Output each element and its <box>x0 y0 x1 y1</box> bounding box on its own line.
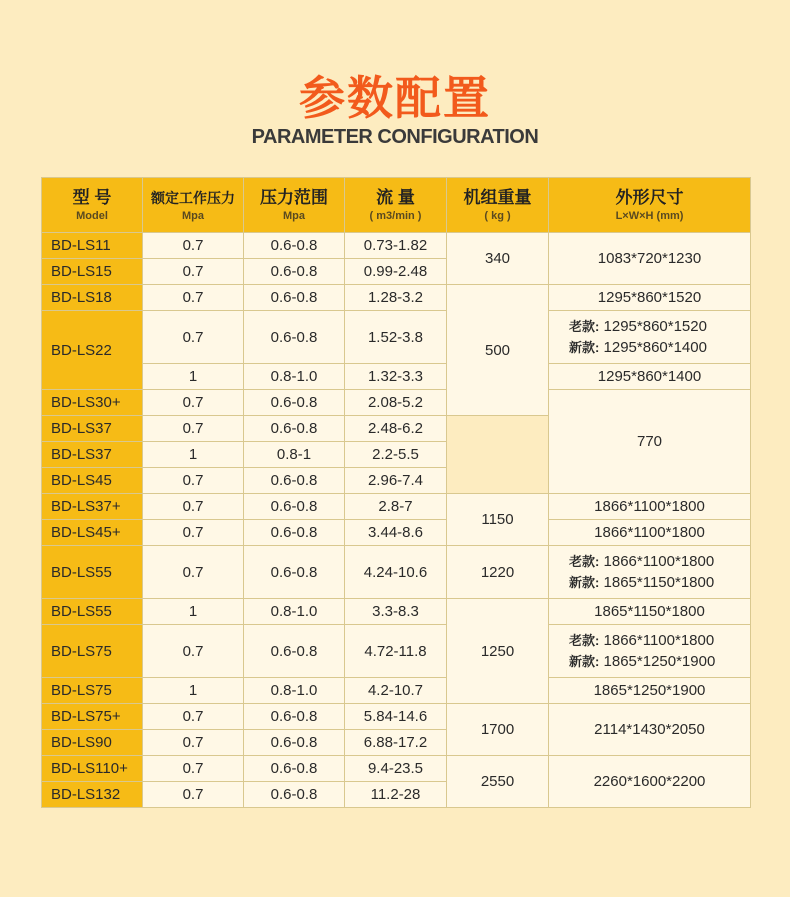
table-row <box>42 364 751 390</box>
header-model: 型 号 Model <box>42 178 143 233</box>
table-row <box>42 678 751 704</box>
pressure-cell: 0.7 <box>143 285 244 311</box>
table-row <box>42 520 751 546</box>
dimension-cell: 1083*720*1230 <box>549 233 751 285</box>
pressure-cell: 0.7 <box>143 390 244 416</box>
header-dimensions: 外形尺寸 L×W×H (mm) <box>549 178 751 233</box>
pressure-cell: 0.7 <box>143 311 244 364</box>
table-header-row <box>42 178 751 233</box>
new-version-line: 新款: 1865*1150*1800 <box>569 574 715 591</box>
table-row <box>42 546 751 599</box>
model-cell: BD-LS22 <box>42 311 143 390</box>
model-cell: BD-LS75+ <box>42 704 143 730</box>
range-cell: 0.6-0.8 <box>244 468 345 494</box>
model-cell: BD-LS30+ <box>42 390 143 416</box>
dimension-cell: 1295*860*1400 <box>549 364 751 390</box>
table-row <box>42 285 751 311</box>
weight-cell: 770 <box>549 390 751 494</box>
flow-cell: 3.44-8.6 <box>345 520 447 546</box>
range-cell: 0.6-0.8 <box>244 520 345 546</box>
range-cell: 0.6-0.8 <box>244 756 345 782</box>
model-cell: BD-LS37 <box>42 442 143 468</box>
weight-cell: 1150 <box>447 494 549 546</box>
table-row <box>42 756 751 782</box>
flow-cell: 4.2-10.7 <box>345 678 447 704</box>
flow-cell: 2.48-6.2 <box>345 416 447 442</box>
pressure-cell: 0.7 <box>143 259 244 285</box>
flow-cell: 0.73-1.82 <box>345 233 447 259</box>
page-title: 参数配置 <box>299 71 491 125</box>
table-row <box>42 390 751 416</box>
weight-cell: 1700 <box>447 704 549 756</box>
pressure-cell: 1 <box>143 678 244 704</box>
table-row <box>42 599 751 625</box>
flow-cell: 2.08-5.2 <box>345 390 447 416</box>
range-cell: 0.6-0.8 <box>244 390 345 416</box>
range-cell: 0.8-1.0 <box>244 599 345 625</box>
pressure-cell: 0.7 <box>143 625 244 678</box>
model-cell: BD-LS90 <box>42 730 143 756</box>
table-row <box>42 494 751 520</box>
model-cell: BD-LS55 <box>42 546 143 599</box>
dimension-cell: 1866*1100*1800 <box>549 494 751 520</box>
model-cell: BD-LS45 <box>42 468 143 494</box>
flow-cell: 3.3-8.3 <box>345 599 447 625</box>
table-row <box>42 311 751 364</box>
weight-cell: 1250 <box>447 599 549 704</box>
flow-cell: 1.28-3.2 <box>345 285 447 311</box>
flow-cell: 9.4-23.5 <box>345 756 447 782</box>
weight-cell: 500 <box>447 285 549 416</box>
dimension-cell: 2260*1600*2200 <box>549 756 751 808</box>
model-cell: BD-LS75 <box>42 678 143 704</box>
dimension-cell: 1866*1100*1800 <box>549 520 751 546</box>
header-pressure-range: 压力范围 Mpa <box>244 178 345 233</box>
range-cell: 0.6-0.8 <box>244 233 345 259</box>
model-cell: BD-LS11 <box>42 233 143 259</box>
model-cell: BD-LS45+ <box>42 520 143 546</box>
flow-cell: 4.72-11.8 <box>345 625 447 678</box>
flow-cell: 2.8-7 <box>345 494 447 520</box>
pressure-cell: 0.7 <box>143 782 244 808</box>
pressure-cell: 0.7 <box>143 730 244 756</box>
model-cell: BD-LS37+ <box>42 494 143 520</box>
new-version-line: 新款: 1295*860*1400 <box>569 339 707 356</box>
pressure-cell: 0.7 <box>143 546 244 599</box>
pressure-cell: 1 <box>143 442 244 468</box>
pressure-cell: 0.7 <box>143 416 244 442</box>
dimension-cell <box>549 311 751 364</box>
range-cell: 0.8-1.0 <box>244 678 345 704</box>
model-cell: BD-LS18 <box>42 285 143 311</box>
flow-cell: 0.99-2.48 <box>345 259 447 285</box>
pressure-cell: 0.7 <box>143 494 244 520</box>
flow-cell: 1.32-3.3 <box>345 364 447 390</box>
header-flow: 流 量 ( m3/min ) <box>345 178 447 233</box>
weight-cell: 340 <box>447 233 549 285</box>
header-rated-pressure: 额定工作压力 Mpa <box>143 178 244 233</box>
dimension-cell: 1865*1150*1800 <box>549 599 751 625</box>
range-cell: 0.6-0.8 <box>244 782 345 808</box>
weight-cell: 2550 <box>447 756 549 808</box>
flow-cell: 6.88-17.2 <box>345 730 447 756</box>
pressure-cell: 0.7 <box>143 704 244 730</box>
model-cell: BD-LS132 <box>42 782 143 808</box>
range-cell: 0.6-0.8 <box>244 730 345 756</box>
flow-cell: 2.96-7.4 <box>345 468 447 494</box>
table-row <box>42 625 751 678</box>
parameter-table <box>41 177 751 808</box>
flow-cell: 4.24-10.6 <box>345 546 447 599</box>
range-cell: 0.6-0.8 <box>244 311 345 364</box>
range-cell: 0.8-1.0 <box>244 364 345 390</box>
range-cell: 0.6-0.8 <box>244 285 345 311</box>
pressure-cell: 1 <box>143 364 244 390</box>
old-version-line: 老款: 1295*860*1520 <box>569 318 707 335</box>
flow-cell: 11.2-28 <box>345 782 447 808</box>
pressure-cell: 0.7 <box>143 233 244 259</box>
old-version-line: 老款: 1866*1100*1800 <box>569 553 715 570</box>
flow-cell: 1.52-3.8 <box>345 311 447 364</box>
header-weight: 机组重量 ( kg ) <box>447 178 549 233</box>
dimension-cell: 1295*860*1520 <box>549 285 751 311</box>
pressure-cell: 0.7 <box>143 468 244 494</box>
range-cell: 0.6-0.8 <box>244 494 345 520</box>
weight-cell: 1220 <box>447 546 549 599</box>
pressure-cell: 0.7 <box>143 756 244 782</box>
range-cell: 0.6-0.8 <box>244 259 345 285</box>
old-version-line: 老款: 1866*1100*1800 <box>569 632 715 649</box>
dimension-cell <box>549 546 751 599</box>
table-row <box>42 233 751 259</box>
dimension-cell <box>549 625 751 678</box>
model-cell: BD-LS37 <box>42 416 143 442</box>
model-cell: BD-LS110+ <box>42 756 143 782</box>
model-cell: BD-LS55 <box>42 599 143 625</box>
flow-cell: 2.2-5.5 <box>345 442 447 468</box>
pressure-cell: 0.7 <box>143 520 244 546</box>
model-cell: BD-LS75 <box>42 625 143 678</box>
table-row <box>42 704 751 730</box>
dimension-cell: 2114*1430*2050 <box>549 704 751 756</box>
range-cell: 0.6-0.8 <box>244 704 345 730</box>
range-cell: 0.6-0.8 <box>244 416 345 442</box>
range-cell: 0.6-0.8 <box>244 625 345 678</box>
pressure-cell: 1 <box>143 599 244 625</box>
range-cell: 0.8-1 <box>244 442 345 468</box>
flow-cell: 5.84-14.6 <box>345 704 447 730</box>
range-cell: 0.6-0.8 <box>244 546 345 599</box>
dimension-cell: 1865*1250*1900 <box>549 678 751 704</box>
model-cell: BD-LS15 <box>42 259 143 285</box>
new-version-line: 新款: 1865*1250*1900 <box>569 653 716 670</box>
page-subtitle: PARAMETER CONFIGURATION <box>251 126 539 148</box>
